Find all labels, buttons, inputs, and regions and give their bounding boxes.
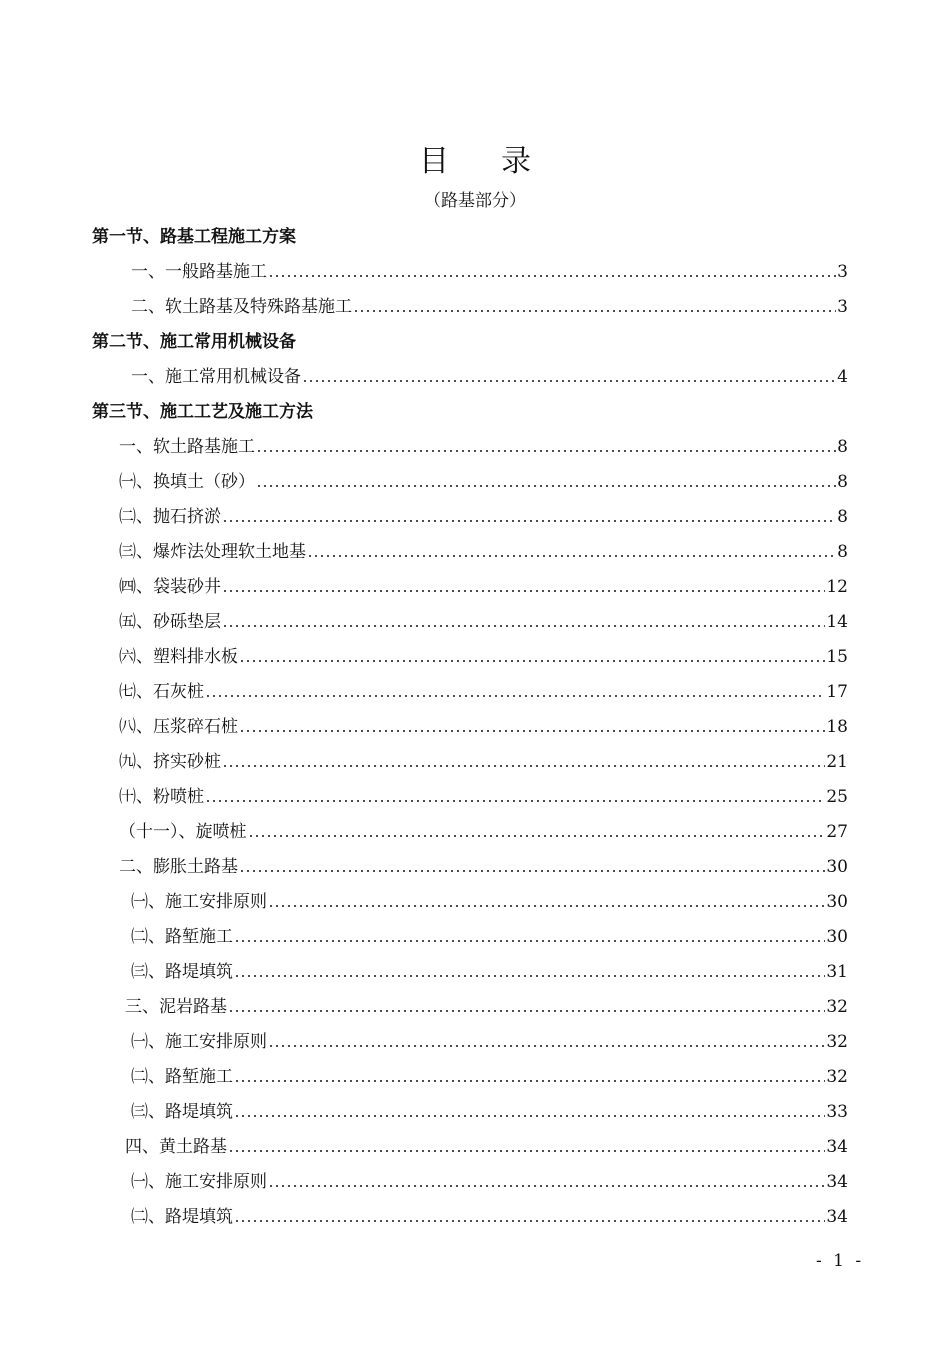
toc-entry bbox=[0, 294, 950, 320]
toc-entry-label: ㈠、换填土（砂） bbox=[119, 472, 255, 492]
toc-entry-label: ㈩、粉喷桩 bbox=[119, 787, 204, 807]
dot-leader bbox=[228, 1134, 825, 1160]
dot-leader bbox=[222, 749, 825, 775]
toc-entry-page-number: 8 bbox=[837, 437, 848, 457]
toc-entry-page-number: 30 bbox=[826, 892, 848, 912]
toc-entry bbox=[0, 1029, 950, 1055]
toc-entry-line bbox=[131, 924, 848, 950]
toc-entry bbox=[0, 924, 950, 950]
toc-entry-line bbox=[131, 1204, 848, 1230]
toc-entry-page-number: 18 bbox=[826, 717, 848, 737]
title-char-2: 录 bbox=[501, 144, 531, 179]
dot-leader bbox=[268, 259, 836, 285]
toc-entry-line bbox=[119, 644, 848, 670]
toc-entry-label: ㈨、挤实砂桩 bbox=[119, 752, 221, 772]
toc-entry-line bbox=[119, 714, 848, 740]
toc-entry bbox=[0, 504, 950, 530]
toc-entry bbox=[0, 714, 950, 740]
toc-entry-line bbox=[125, 1134, 848, 1160]
page-number: - 1 - bbox=[816, 1251, 865, 1271]
toc-entry-page-number: 15 bbox=[826, 647, 848, 667]
toc-entry-label: 三、泥岩路基 bbox=[125, 997, 227, 1017]
dot-leader bbox=[256, 469, 836, 495]
toc-entry-line bbox=[119, 784, 848, 810]
toc-entry-line bbox=[119, 469, 848, 495]
toc-entry bbox=[0, 609, 950, 635]
toc-entry-line bbox=[119, 679, 848, 705]
toc-entry bbox=[0, 994, 950, 1020]
toc-entry-line bbox=[119, 539, 848, 565]
toc-entry-page-number: 8 bbox=[837, 507, 848, 527]
toc-entry-label: 一、软土路基施工 bbox=[119, 437, 255, 457]
toc-entry-line bbox=[131, 959, 848, 985]
toc-entry-page-number: 32 bbox=[826, 1032, 848, 1052]
toc-entry-label: ㈥、塑料排水板 bbox=[119, 647, 238, 667]
title-char-1: 目 bbox=[419, 144, 449, 179]
toc-entry-page-number: 4 bbox=[837, 367, 848, 387]
toc-entry bbox=[0, 434, 950, 460]
dot-leader bbox=[205, 784, 825, 810]
dot-leader bbox=[239, 644, 825, 670]
toc-entry-label: 一、一般路基施工 bbox=[131, 262, 267, 282]
section-heading-text: 第二节、施工常用机械设备 bbox=[92, 332, 296, 352]
toc-entry bbox=[0, 784, 950, 810]
toc-entry-line bbox=[131, 294, 848, 320]
toc-entry bbox=[0, 679, 950, 705]
toc-entry bbox=[0, 1134, 950, 1160]
toc-section-heading bbox=[0, 224, 950, 250]
toc-entry bbox=[0, 469, 950, 495]
toc-entry-line bbox=[131, 1169, 848, 1195]
toc-entry-page-number: 32 bbox=[826, 1067, 848, 1087]
toc-entry bbox=[0, 819, 950, 845]
toc-entry bbox=[0, 574, 950, 600]
toc-entry-page-number: 8 bbox=[837, 472, 848, 492]
toc-entry bbox=[0, 1169, 950, 1195]
toc-subtitle: （路基部分） bbox=[424, 191, 526, 211]
toc-section-heading bbox=[0, 329, 950, 355]
dot-leader bbox=[307, 539, 836, 565]
toc-entry-page-number: 17 bbox=[826, 682, 848, 702]
section-heading-text: 第三节、施工工艺及施工方法 bbox=[92, 402, 313, 422]
toc-entry-line bbox=[119, 749, 848, 775]
toc-entry-label: ㈡、路堤填筑 bbox=[131, 1207, 233, 1227]
dot-leader bbox=[353, 294, 836, 320]
toc-entry-line bbox=[131, 364, 848, 390]
dot-leader bbox=[239, 854, 825, 880]
toc-entry-line bbox=[131, 1064, 848, 1090]
toc-entry-page-number: 33 bbox=[826, 1102, 848, 1122]
toc-entry-label: ㈡、路堑施工 bbox=[131, 927, 233, 947]
toc-section-heading bbox=[0, 399, 950, 425]
toc-entry-page-number: 3 bbox=[837, 297, 848, 317]
toc-entry-page-number: 34 bbox=[826, 1137, 848, 1157]
toc-entry-label: ㈧、压浆碎石桩 bbox=[119, 717, 238, 737]
toc-entry-label: ㈦、石灰桩 bbox=[119, 682, 204, 702]
dot-leader bbox=[222, 504, 836, 530]
toc-entry bbox=[0, 1099, 950, 1125]
dot-leader bbox=[234, 1064, 825, 1090]
toc-entry-label: ㈠、施工安排原则 bbox=[131, 1032, 267, 1052]
toc-entry-page-number: 14 bbox=[826, 612, 848, 632]
toc-entry-line bbox=[131, 259, 848, 285]
dot-leader bbox=[222, 609, 825, 635]
dot-leader bbox=[268, 1169, 825, 1195]
toc-entry-label: ㈢、路堤填筑 bbox=[131, 1102, 233, 1122]
toc-entry-label: ㈤、砂砾垫层 bbox=[119, 612, 221, 632]
toc-entry-label: ㈢、爆炸法处理软土地基 bbox=[119, 542, 306, 562]
toc-entry-line bbox=[119, 434, 848, 460]
dot-leader bbox=[222, 574, 825, 600]
toc-entry-label: ㈣、袋装砂井 bbox=[119, 577, 221, 597]
toc-entry-page-number: 34 bbox=[826, 1172, 848, 1192]
toc-entry-page-number: 25 bbox=[826, 787, 848, 807]
dot-leader bbox=[268, 1029, 825, 1055]
toc-entry-label: ㈠、施工安排原则 bbox=[131, 892, 267, 912]
toc-entry-label: ㈠、施工安排原则 bbox=[131, 1172, 267, 1192]
toc-entry-line bbox=[131, 1029, 848, 1055]
toc-entry bbox=[0, 959, 950, 985]
toc-entry-page-number: 30 bbox=[826, 927, 848, 947]
dot-leader bbox=[248, 819, 826, 845]
toc-entry-line bbox=[131, 1099, 848, 1125]
toc-entry-page-number: 34 bbox=[826, 1207, 848, 1227]
toc-entry bbox=[0, 644, 950, 670]
toc-entry-page-number: 12 bbox=[826, 577, 848, 597]
toc-entry-label: ㈡、抛石挤淤 bbox=[119, 507, 221, 527]
toc-entry-line bbox=[119, 854, 848, 880]
dot-leader bbox=[268, 889, 825, 915]
dot-leader bbox=[234, 1099, 825, 1125]
toc-entry-page-number: 31 bbox=[826, 962, 848, 982]
toc-entry-line bbox=[131, 889, 848, 915]
toc-entry-label: ㈢、路堤填筑 bbox=[131, 962, 233, 982]
toc-entry-page-number: 30 bbox=[826, 857, 848, 877]
toc-entry-page-number: 8 bbox=[837, 542, 848, 562]
toc-entry-label: 二、膨胀土路基 bbox=[119, 857, 238, 877]
toc-entry-label: 四、黄土路基 bbox=[125, 1137, 227, 1157]
toc-title bbox=[0, 142, 950, 182]
toc-entry-line bbox=[125, 994, 848, 1020]
toc-entry bbox=[0, 539, 950, 565]
toc-entry bbox=[0, 1064, 950, 1090]
toc-entry-line bbox=[119, 574, 848, 600]
toc-entry bbox=[0, 259, 950, 285]
section-heading-text: 第一节、路基工程施工方案 bbox=[92, 227, 296, 247]
toc-entry-label: ㈡、路堑施工 bbox=[131, 1067, 233, 1087]
dot-leader bbox=[205, 679, 825, 705]
toc-entry-line bbox=[119, 819, 848, 845]
dot-leader bbox=[234, 959, 825, 985]
toc-entry-page-number: 21 bbox=[826, 752, 848, 772]
toc-entry-label: 二、软土路基及特殊路基施工 bbox=[131, 297, 352, 317]
toc-entry-page-number: 32 bbox=[826, 997, 848, 1017]
toc-entry bbox=[0, 889, 950, 915]
dot-leader bbox=[234, 924, 825, 950]
dot-leader bbox=[239, 714, 825, 740]
toc-entry-label: 一、施工常用机械设备 bbox=[131, 367, 301, 387]
dot-leader bbox=[302, 364, 836, 390]
toc-entry-label: （十一）、旋喷桩 bbox=[119, 822, 247, 842]
toc-entry bbox=[0, 1204, 950, 1230]
toc-entry-page-number: 27 bbox=[826, 822, 848, 842]
dot-leader bbox=[234, 1204, 825, 1230]
toc-entry-line bbox=[119, 609, 848, 635]
dot-leader bbox=[228, 994, 825, 1020]
toc-entry bbox=[0, 364, 950, 390]
toc-entry bbox=[0, 749, 950, 775]
toc-entry-page-number: 3 bbox=[837, 262, 848, 282]
toc-entry-line bbox=[119, 504, 848, 530]
toc-entry bbox=[0, 854, 950, 880]
dot-leader bbox=[256, 434, 836, 460]
